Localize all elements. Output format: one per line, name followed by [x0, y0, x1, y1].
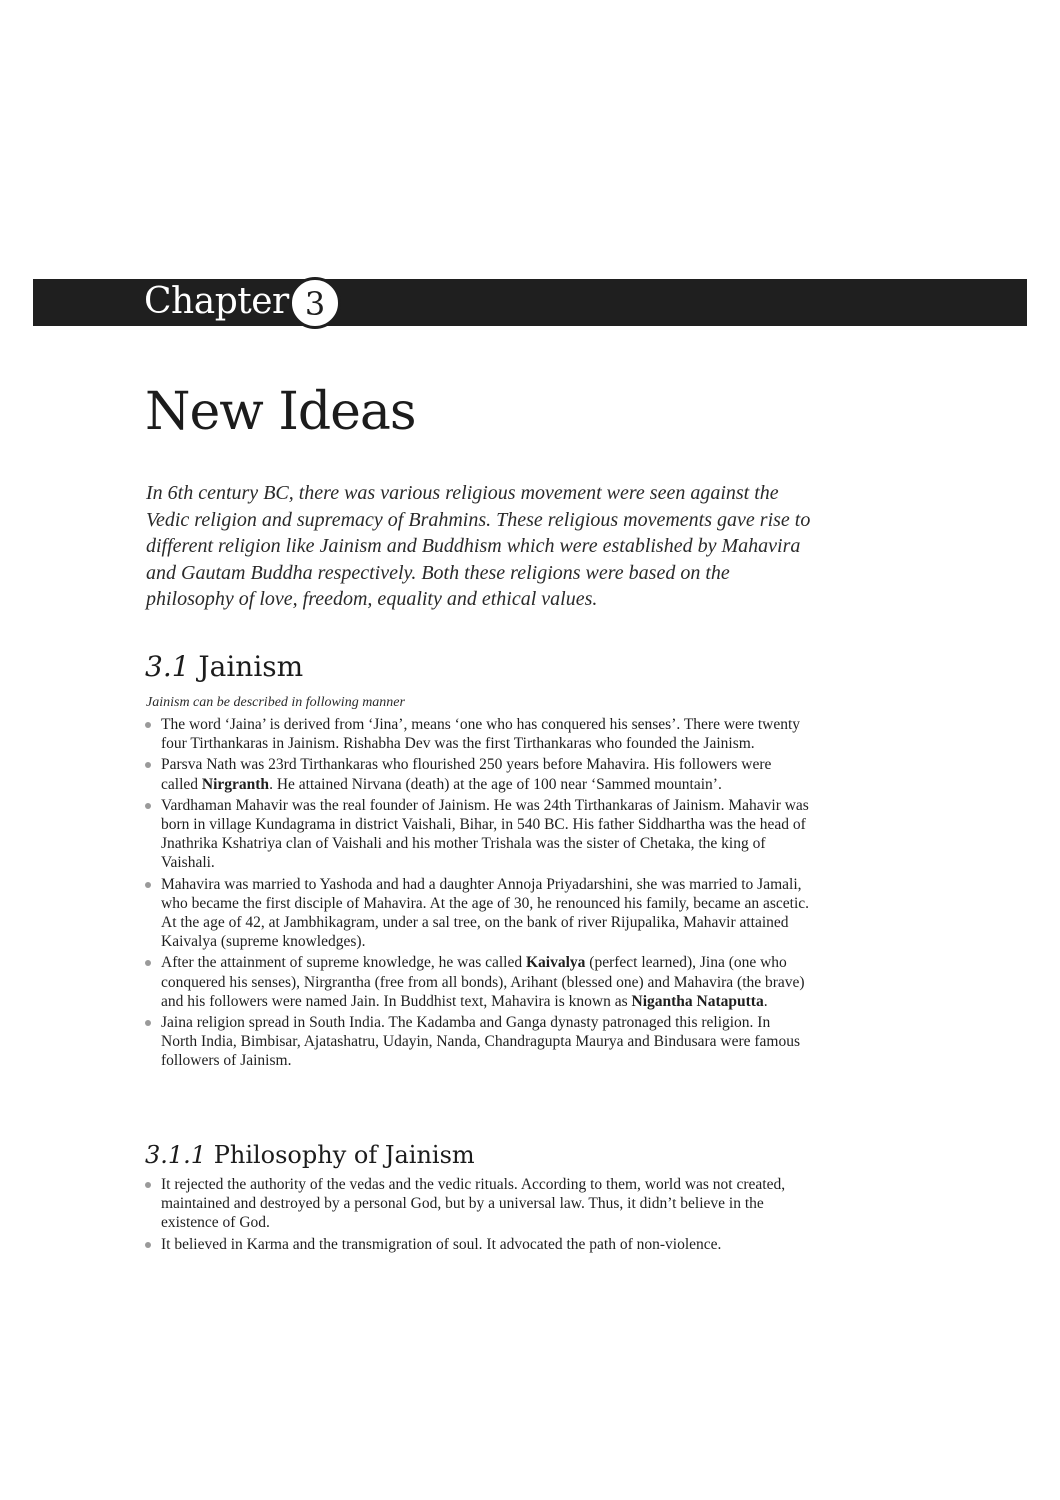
chapter-title: New Ideas: [145, 382, 416, 442]
jainism-bullet-list: [145, 715, 810, 1073]
bullet-text: The word ‘Jaina’ is derived from ‘Jina’, means ‘one who has conquered his senses’. There were twenty four Tirthankaras in Jainism. Rishabha Dev was the first Tirthankaras who founded the Jainism.: [161, 716, 801, 753]
bullet-text: Jaina religion spread in South India. The Kadamba and Ganga dynasty patronaged this religion. In North India, Bimbisar, Ajatashatru, Udayin, Nanda, Chandragupta Maurya and Bindusara were famous followers of Jainism.: [161, 1014, 801, 1070]
bullet-text: (perfect learned), Jina (one who conquered his senses), Nirgrantha (free from all bonds), Arihant (blessed one) and Mahavira (the brave) and his followers were named Jain. In Buddhist text, Mahavira is known as: [161, 954, 805, 1010]
list-item: [145, 715, 810, 753]
subsection-title: Philosophy of Jainism: [206, 1141, 475, 1169]
bold-term: Nirgranth: [201, 775, 270, 793]
section-title: Jainism: [189, 650, 304, 683]
philosophy-bullet-list: [145, 1175, 810, 1256]
list-item: It rejected the authority of the vedas and the vedic rituals. According to them, world was not created, maintained and destroyed by a personal God, but by a universal law. Thus, it didn’t believe in the existence of God.: [145, 1175, 810, 1233]
chapter-number-badge: 3: [289, 277, 341, 329]
bold-term: Nigantha Nataputta: [631, 992, 764, 1010]
bullet-text: Parsva Nath was 23rd Tirthankaras who flourished 250 years before Mahavira. His followers were called: [161, 756, 772, 793]
section-lead: Jainism can be described in following manner: [146, 695, 405, 710]
list-item: [145, 875, 810, 952]
bullet-text: .: [763, 992, 768, 1010]
bullet-text: After the attainment of supreme knowledge, he was called: [161, 954, 526, 972]
list-item: [145, 953, 810, 1011]
bullet-text: Vardhaman Mahavir was the real founder of Jainism. He was 24th Tirthankaras of Jainism. Mahavir was born in village Kundagrama in district Vaishali, Bihar, in 540 BC. His father Siddhartha was the head of Jnathrika Kshatriya clan of Vaishali and his mother Trishala was the sister of Chetaka, the king of Vaishali.: [161, 796, 809, 872]
subsection-number: 3.1.1: [145, 1141, 207, 1169]
list-item: [145, 1013, 810, 1071]
section-heading: [145, 650, 303, 683]
list-item: [145, 755, 810, 793]
bullet-text: Mahavira was married to Yashoda and had a daughter Annoja Priyadarshini, she was married to Jamali, who became the first disciple of Mahavira. At the age of 30, he renounced his family, became an ascetic. At the age of 42, at Jambhikagram, under a sal tree, on the bank of river Rijupalika, Mahavir attained Kaivalya (supreme knowledges).: [161, 875, 810, 951]
chapter-label: Chapter: [144, 281, 289, 322]
list-item: [145, 796, 810, 873]
section-number: 3.1: [145, 650, 190, 683]
bullet-text: . He attained Nirvana (death) at the age of 100 near ‘Sammed mountain’.: [269, 775, 722, 793]
list-item: It believed in Karma and the transmigration of soul. It advocated the path of non-violence.: [145, 1235, 810, 1254]
subsection-heading: [145, 1141, 475, 1169]
chapter-intro: In 6th century BC, there was various religious movement were seen against the Vedic religion and supremacy of Brahmins. These religious movements gave rise to different religion like Jainism and Buddhism which were established by Mahavira and Gautam Buddha respectively. Both these religions were based on the philosophy of love, freedom, equality and ethical values.: [146, 482, 811, 610]
bold-term: Kaivalya: [525, 954, 586, 972]
